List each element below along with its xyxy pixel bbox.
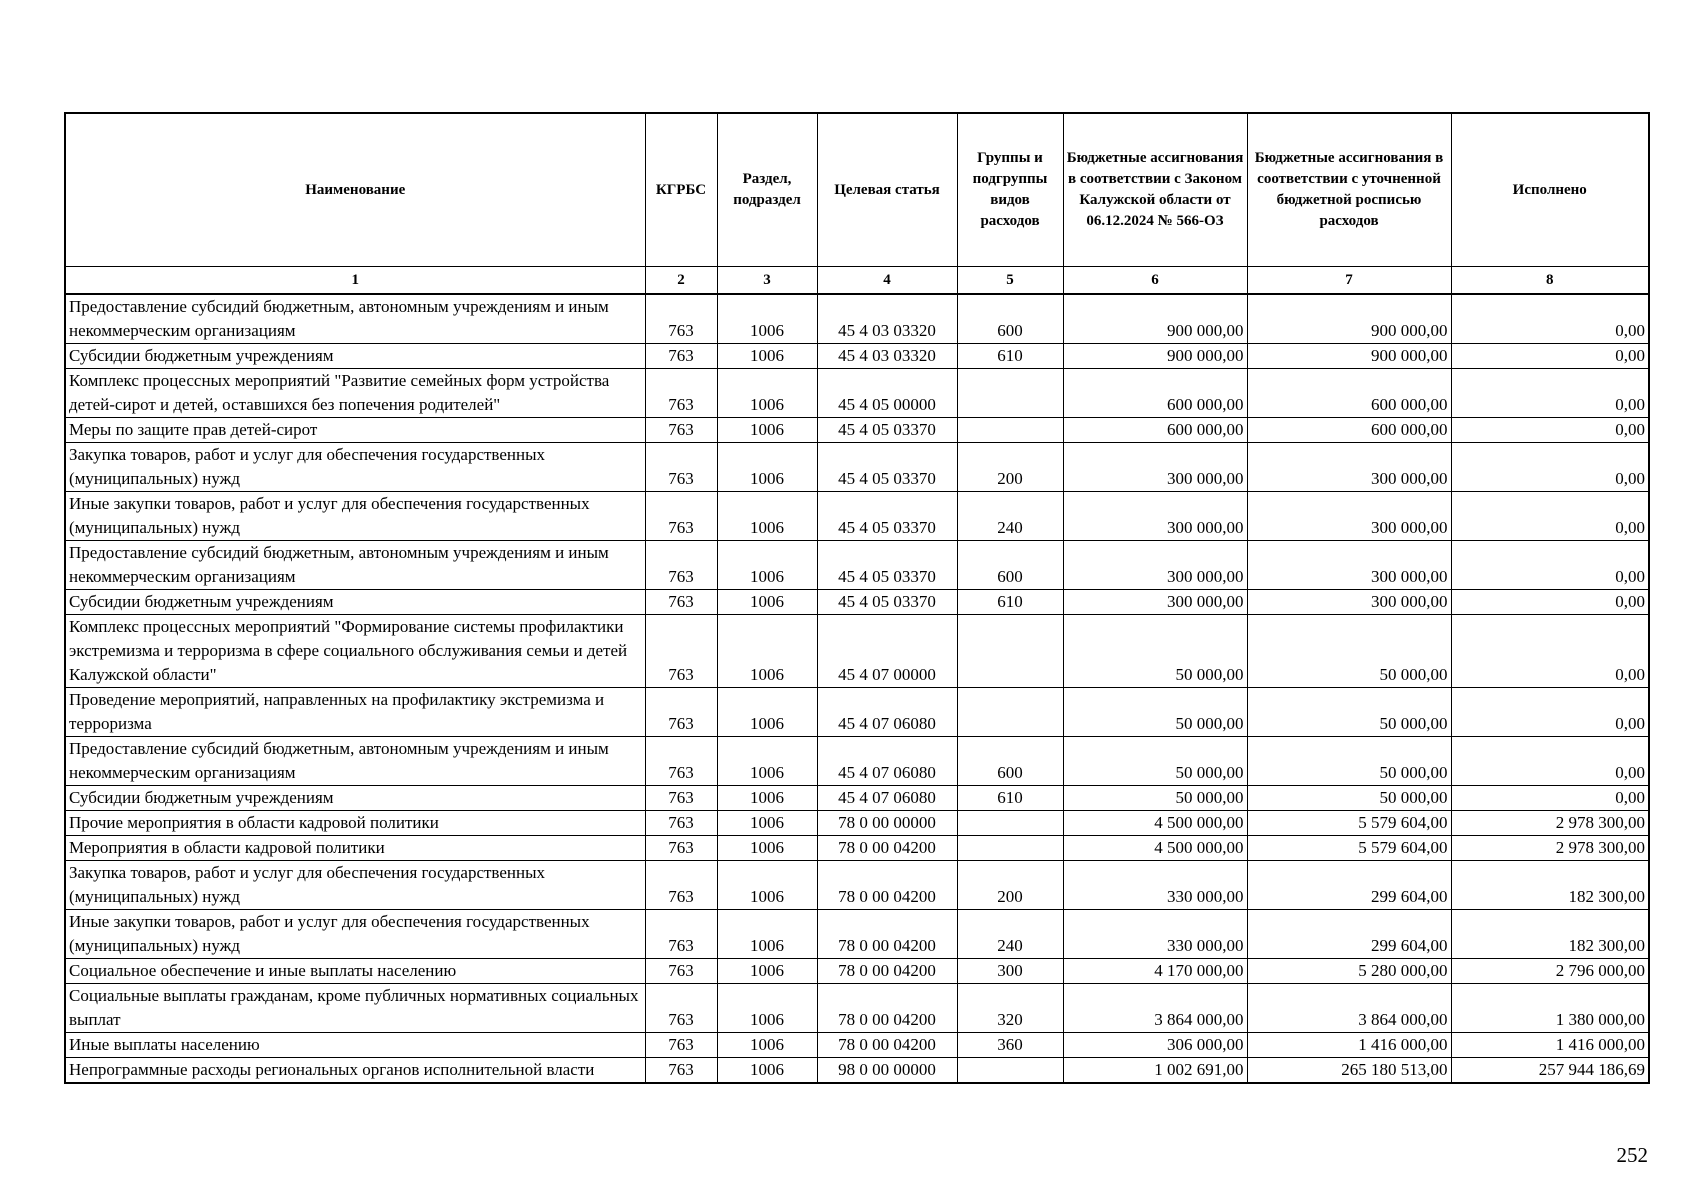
cell-article: 45 4 03 03320 — [817, 344, 957, 369]
cell-kgrbs: 763 — [645, 1033, 717, 1058]
cell-kgrbs: 763 — [645, 811, 717, 836]
column-number: 5 — [957, 267, 1063, 295]
cell-refined-allocation: 300 000,00 — [1247, 541, 1451, 590]
table-row — [65, 811, 1649, 836]
cell-executed: 257 944 186,69 — [1451, 1058, 1649, 1084]
cell-refined-allocation: 1 416 000,00 — [1247, 1033, 1451, 1058]
table-row — [65, 688, 1649, 737]
cell-refined-allocation: 50 000,00 — [1247, 688, 1451, 737]
cell-name: Предоставление субсидий бюджетным, автономным учреждениям и иным некоммерческим организациям — [65, 294, 645, 344]
cell-refined-allocation: 5 579 604,00 — [1247, 836, 1451, 861]
cell-section: 1006 — [717, 811, 817, 836]
cell-name: Проведение мероприятий, направленных на профилактику экстремизма и терроризма — [65, 688, 645, 737]
cell-group: 240 — [957, 492, 1063, 541]
cell-law-allocation: 4 500 000,00 — [1063, 836, 1247, 861]
cell-group: 610 — [957, 786, 1063, 811]
cell-section: 1006 — [717, 1033, 817, 1058]
table-row — [65, 1033, 1649, 1058]
cell-section: 1006 — [717, 492, 817, 541]
cell-name: Иные закупки товаров, работ и услуг для обеспечения государственных (муниципальных) нужд — [65, 492, 645, 541]
table-row — [65, 492, 1649, 541]
cell-executed: 0,00 — [1451, 443, 1649, 492]
cell-group — [957, 1058, 1063, 1084]
cell-kgrbs: 763 — [645, 737, 717, 786]
cell-article: 78 0 00 04200 — [817, 1033, 957, 1058]
cell-refined-allocation: 5 280 000,00 — [1247, 959, 1451, 984]
cell-group: 200 — [957, 861, 1063, 910]
cell-law-allocation: 306 000,00 — [1063, 1033, 1247, 1058]
cell-law-allocation: 300 000,00 — [1063, 590, 1247, 615]
table-row — [65, 984, 1649, 1033]
cell-refined-allocation: 50 000,00 — [1247, 786, 1451, 811]
cell-name: Закупка товаров, работ и услуг для обеспечения государственных (муниципальных) нужд — [65, 861, 645, 910]
column-number: 2 — [645, 267, 717, 295]
header-name: Наименование — [65, 113, 645, 267]
cell-article: 45 4 07 06080 — [817, 786, 957, 811]
cell-section: 1006 — [717, 443, 817, 492]
cell-refined-allocation: 600 000,00 — [1247, 369, 1451, 418]
cell-refined-allocation: 265 180 513,00 — [1247, 1058, 1451, 1084]
cell-law-allocation: 50 000,00 — [1063, 615, 1247, 688]
column-number: 6 — [1063, 267, 1247, 295]
cell-section: 1006 — [717, 590, 817, 615]
cell-refined-allocation: 900 000,00 — [1247, 294, 1451, 344]
cell-executed: 0,00 — [1451, 688, 1649, 737]
cell-section: 1006 — [717, 836, 817, 861]
cell-law-allocation: 330 000,00 — [1063, 861, 1247, 910]
cell-article: 45 4 05 03370 — [817, 492, 957, 541]
cell-section: 1006 — [717, 369, 817, 418]
cell-refined-allocation: 50 000,00 — [1247, 737, 1451, 786]
cell-law-allocation: 600 000,00 — [1063, 418, 1247, 443]
cell-article: 98 0 00 00000 — [817, 1058, 957, 1084]
cell-name: Иные выплаты населению — [65, 1033, 645, 1058]
cell-refined-allocation: 300 000,00 — [1247, 590, 1451, 615]
cell-law-allocation: 50 000,00 — [1063, 737, 1247, 786]
cell-section: 1006 — [717, 294, 817, 344]
cell-refined-allocation: 5 579 604,00 — [1247, 811, 1451, 836]
cell-executed: 0,00 — [1451, 737, 1649, 786]
header-kgrbs: КГРБС — [645, 113, 717, 267]
cell-executed: 0,00 — [1451, 786, 1649, 811]
cell-kgrbs: 763 — [645, 984, 717, 1033]
cell-article: 78 0 00 04200 — [817, 910, 957, 959]
cell-article: 78 0 00 04200 — [817, 836, 957, 861]
cell-executed: 182 300,00 — [1451, 910, 1649, 959]
cell-executed: 2 978 300,00 — [1451, 811, 1649, 836]
table-row — [65, 443, 1649, 492]
table-row — [65, 615, 1649, 688]
header-law-allocation: Бюджетные ассигнования в соответствии с Законом Калужской области от 06.12.2024 № 566-ОЗ — [1063, 113, 1247, 267]
cell-article: 78 0 00 04200 — [817, 984, 957, 1033]
budget-table — [64, 112, 1650, 1084]
cell-executed: 2 978 300,00 — [1451, 836, 1649, 861]
cell-name: Комплекс процессных мероприятий "Формирование системы профилактики экстремизма и терроризма в сфере социального обслуживания семьи и детей Калужской области" — [65, 615, 645, 688]
cell-group: 610 — [957, 590, 1063, 615]
cell-refined-allocation: 600 000,00 — [1247, 418, 1451, 443]
cell-kgrbs: 763 — [645, 541, 717, 590]
cell-refined-allocation: 900 000,00 — [1247, 344, 1451, 369]
cell-group: 600 — [957, 294, 1063, 344]
cell-kgrbs: 763 — [645, 910, 717, 959]
cell-name: Меры по защите прав детей-сирот — [65, 418, 645, 443]
page-number: 252 — [1616, 1143, 1648, 1167]
header-group: Группы и подгруппы видов расходов — [957, 113, 1063, 267]
cell-refined-allocation: 300 000,00 — [1247, 492, 1451, 541]
cell-name: Закупка товаров, работ и услуг для обеспечения государственных (муниципальных) нужд — [65, 443, 645, 492]
cell-section: 1006 — [717, 737, 817, 786]
table-row — [65, 786, 1649, 811]
cell-kgrbs: 763 — [645, 369, 717, 418]
cell-kgrbs: 763 — [645, 294, 717, 344]
cell-name: Комплекс процессных мероприятий "Развитие семейных форм устройства детей-сирот и детей, оставшихся без попечения родителей" — [65, 369, 645, 418]
cell-group: 320 — [957, 984, 1063, 1033]
cell-name: Непрограммные расходы региональных органов исполнительной власти — [65, 1058, 645, 1084]
header-article: Целевая статья — [817, 113, 957, 267]
cell-group — [957, 811, 1063, 836]
column-number-row — [65, 267, 1649, 295]
cell-refined-allocation: 299 604,00 — [1247, 861, 1451, 910]
cell-name: Иные закупки товаров, работ и услуг для обеспечения государственных (муниципальных) нужд — [65, 910, 645, 959]
cell-kgrbs: 763 — [645, 344, 717, 369]
cell-article: 45 4 07 06080 — [817, 737, 957, 786]
table-row — [65, 418, 1649, 443]
table-row — [65, 344, 1649, 369]
table-row — [65, 959, 1649, 984]
cell-executed: 0,00 — [1451, 418, 1649, 443]
column-number: 7 — [1247, 267, 1451, 295]
cell-executed: 0,00 — [1451, 294, 1649, 344]
column-number: 4 — [817, 267, 957, 295]
cell-article: 45 4 07 00000 — [817, 615, 957, 688]
cell-article: 45 4 05 00000 — [817, 369, 957, 418]
cell-executed: 0,00 — [1451, 344, 1649, 369]
cell-kgrbs: 763 — [645, 836, 717, 861]
table-row — [65, 590, 1649, 615]
cell-kgrbs: 763 — [645, 492, 717, 541]
cell-law-allocation: 900 000,00 — [1063, 344, 1247, 369]
cell-group — [957, 418, 1063, 443]
cell-executed: 0,00 — [1451, 590, 1649, 615]
table-row — [65, 910, 1649, 959]
cell-kgrbs: 763 — [645, 590, 717, 615]
cell-law-allocation: 300 000,00 — [1063, 443, 1247, 492]
cell-group — [957, 615, 1063, 688]
cell-law-allocation: 300 000,00 — [1063, 492, 1247, 541]
cell-refined-allocation: 299 604,00 — [1247, 910, 1451, 959]
cell-kgrbs: 763 — [645, 861, 717, 910]
table-row — [65, 369, 1649, 418]
cell-article: 45 4 03 03320 — [817, 294, 957, 344]
cell-section: 1006 — [717, 861, 817, 910]
cell-article: 78 0 00 04200 — [817, 861, 957, 910]
cell-executed: 1 416 000,00 — [1451, 1033, 1649, 1058]
cell-article: 78 0 00 04200 — [817, 959, 957, 984]
cell-law-allocation: 50 000,00 — [1063, 688, 1247, 737]
cell-section: 1006 — [717, 615, 817, 688]
cell-group: 610 — [957, 344, 1063, 369]
cell-section: 1006 — [717, 959, 817, 984]
cell-name: Предоставление субсидий бюджетным, автономным учреждениям и иным некоммерческим организациям — [65, 737, 645, 786]
cell-article: 78 0 00 00000 — [817, 811, 957, 836]
cell-law-allocation: 4 500 000,00 — [1063, 811, 1247, 836]
cell-executed: 182 300,00 — [1451, 861, 1649, 910]
table-row — [65, 737, 1649, 786]
cell-kgrbs: 763 — [645, 1058, 717, 1084]
cell-executed: 0,00 — [1451, 492, 1649, 541]
cell-refined-allocation: 300 000,00 — [1247, 443, 1451, 492]
cell-name: Предоставление субсидий бюджетным, автономным учреждениям и иным некоммерческим организациям — [65, 541, 645, 590]
column-number: 1 — [65, 267, 645, 295]
cell-law-allocation: 330 000,00 — [1063, 910, 1247, 959]
cell-executed: 1 380 000,00 — [1451, 984, 1649, 1033]
cell-refined-allocation: 3 864 000,00 — [1247, 984, 1451, 1033]
cell-kgrbs: 763 — [645, 786, 717, 811]
cell-article: 45 4 05 03370 — [817, 443, 957, 492]
cell-name: Прочие мероприятия в области кадровой политики — [65, 811, 645, 836]
cell-name: Субсидии бюджетным учреждениям — [65, 590, 645, 615]
cell-section: 1006 — [717, 541, 817, 590]
table-row — [65, 861, 1649, 910]
cell-executed: 0,00 — [1451, 369, 1649, 418]
header-refined-allocation: Бюджетные ассигнования в соответствии с уточненной бюджетной росписью расходов — [1247, 113, 1451, 267]
cell-law-allocation: 3 864 000,00 — [1063, 984, 1247, 1033]
cell-kgrbs: 763 — [645, 418, 717, 443]
table-row — [65, 541, 1649, 590]
cell-kgrbs: 763 — [645, 688, 717, 737]
cell-name: Субсидии бюджетным учреждениям — [65, 786, 645, 811]
cell-group: 600 — [957, 541, 1063, 590]
cell-group: 200 — [957, 443, 1063, 492]
cell-law-allocation: 4 170 000,00 — [1063, 959, 1247, 984]
header-executed: Исполнено — [1451, 113, 1649, 267]
cell-name: Субсидии бюджетным учреждениям — [65, 344, 645, 369]
cell-law-allocation: 300 000,00 — [1063, 541, 1247, 590]
cell-executed: 0,00 — [1451, 615, 1649, 688]
cell-name: Мероприятия в области кадровой политики — [65, 836, 645, 861]
cell-law-allocation: 1 002 691,00 — [1063, 1058, 1247, 1084]
cell-refined-allocation: 50 000,00 — [1247, 615, 1451, 688]
cell-article: 45 4 05 03370 — [817, 541, 957, 590]
header-row — [65, 113, 1649, 267]
column-number: 8 — [1451, 267, 1649, 295]
cell-executed: 2 796 000,00 — [1451, 959, 1649, 984]
cell-group: 300 — [957, 959, 1063, 984]
cell-kgrbs: 763 — [645, 615, 717, 688]
cell-article: 45 4 05 03370 — [817, 418, 957, 443]
cell-group: 240 — [957, 910, 1063, 959]
cell-group: 360 — [957, 1033, 1063, 1058]
cell-law-allocation: 600 000,00 — [1063, 369, 1247, 418]
cell-kgrbs: 763 — [645, 443, 717, 492]
cell-name: Социальные выплаты гражданам, кроме публичных нормативных социальных выплат — [65, 984, 645, 1033]
cell-name: Социальное обеспечение и иные выплаты населению — [65, 959, 645, 984]
cell-section: 1006 — [717, 910, 817, 959]
cell-article: 45 4 05 03370 — [817, 590, 957, 615]
cell-law-allocation: 900 000,00 — [1063, 294, 1247, 344]
header-section: Раздел, подраздел — [717, 113, 817, 267]
cell-group — [957, 836, 1063, 861]
column-number: 3 — [717, 267, 817, 295]
cell-kgrbs: 763 — [645, 959, 717, 984]
cell-group — [957, 369, 1063, 418]
cell-article: 45 4 07 06080 — [817, 688, 957, 737]
cell-group — [957, 688, 1063, 737]
cell-section: 1006 — [717, 786, 817, 811]
cell-section: 1006 — [717, 984, 817, 1033]
cell-section: 1006 — [717, 1058, 817, 1084]
table-row — [65, 1058, 1649, 1084]
table-body — [65, 294, 1649, 1083]
table-row — [65, 836, 1649, 861]
cell-law-allocation: 50 000,00 — [1063, 786, 1247, 811]
cell-section: 1006 — [717, 344, 817, 369]
cell-section: 1006 — [717, 688, 817, 737]
cell-group: 600 — [957, 737, 1063, 786]
cell-executed: 0,00 — [1451, 541, 1649, 590]
cell-section: 1006 — [717, 418, 817, 443]
table-row — [65, 294, 1649, 344]
